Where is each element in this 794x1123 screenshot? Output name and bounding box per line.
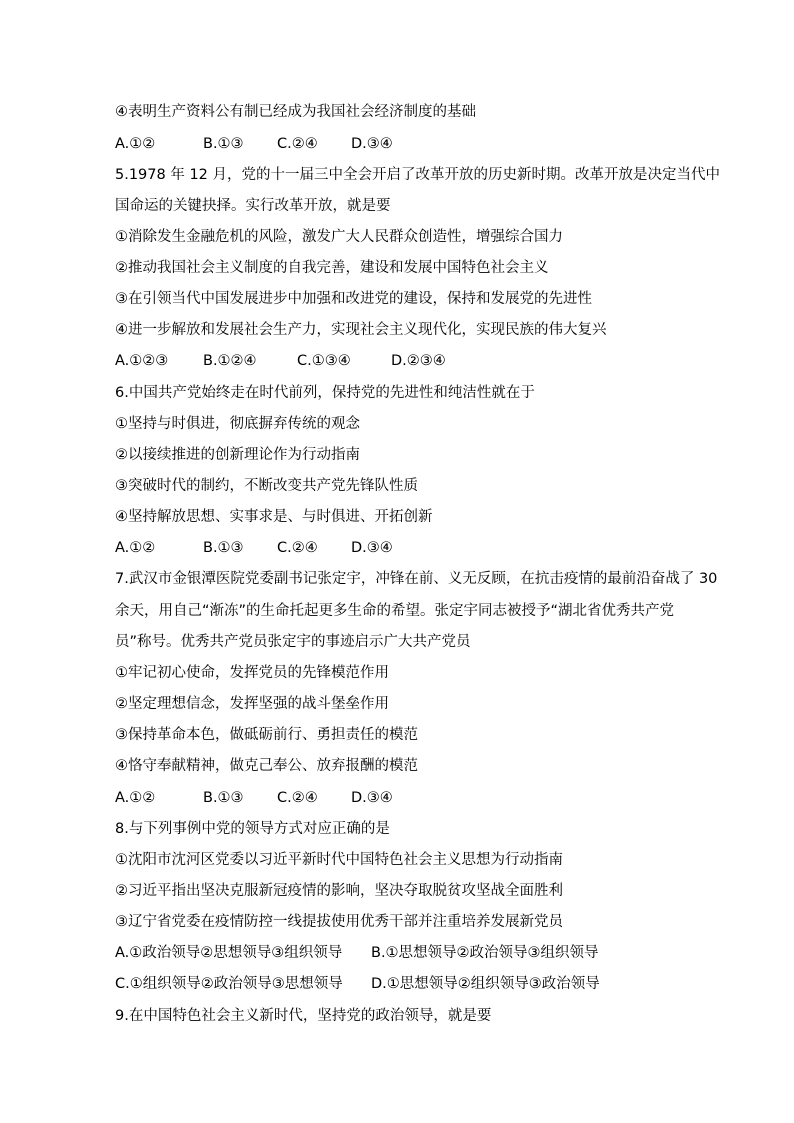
q6-option-1: ①坚持与时俱进，彻底摒弃传统的观念 bbox=[115, 416, 360, 432]
q6-choice-b: B.①③ bbox=[203, 540, 244, 556]
q7-choice-d: D.③④ bbox=[351, 790, 393, 806]
q5-choices bbox=[115, 351, 446, 371]
q7-choice-a: A.①② bbox=[115, 790, 156, 806]
q5-stem-line-1: 5.1978 年 12 月，党的十一届三中全会开启了改革开放的历史新时期。改革开放是决定当代中 bbox=[115, 167, 721, 183]
q5-option-4: ④进一步解放和发展社会生产力，实现社会主义现代化，实现民族的伟大复兴 bbox=[115, 322, 607, 338]
q8-choices-ab bbox=[115, 943, 599, 963]
q8-choices-cd bbox=[115, 974, 600, 994]
q7-choices bbox=[115, 788, 393, 808]
q7-option-3: ③保持革命本色，做砥砺前行、勇担责任的模范 bbox=[115, 727, 418, 743]
q8-choice-b: B.①思想领导②政治领导③组织领导 bbox=[371, 945, 599, 961]
q8-stem: 8.与下列事例中党的领导方式对应正确的是 bbox=[115, 821, 390, 837]
q6-stem: 6.中国共产党始终走在时代前列，保持党的先进性和纯洁性就在于 bbox=[115, 385, 535, 401]
q8-option-2: ②习近平指出坚决克服新冠疫情的影响，坚决夺取脱贫攻坚战全面胜利 bbox=[115, 883, 563, 899]
q7-choice-b: B.①③ bbox=[203, 790, 244, 806]
q5-choice-c: C.①③④ bbox=[297, 353, 351, 369]
q6-choice-c: C.②④ bbox=[277, 540, 318, 556]
q4-choice-a: A.①② bbox=[115, 136, 156, 152]
q9-stem: 9.在中国特色社会主义新时代，坚持党的政治领导，就是要 bbox=[115, 1008, 492, 1024]
q8-option-3: ③辽宁省党委在疫情防控一线提拔使用优秀干部并注重培养发展新党员 bbox=[115, 914, 563, 930]
q6-choice-a: A.①② bbox=[115, 540, 156, 556]
q7-stem-line-1: 7.武汉市金银潭医院党委副书记张定宇，冲锋在前、义无反顾，在抗击疫情的最前沿奋战了 30 bbox=[115, 571, 718, 587]
q5-stem-line-2: 国命运的关键抉择。实行改革开放，就是要 bbox=[115, 198, 391, 214]
q8-choice-c: C.①组织领导②政治领导③思想领导 bbox=[115, 976, 343, 992]
q7-choice-c: C.②④ bbox=[277, 790, 318, 806]
q4-choice-b: B.①③ bbox=[203, 136, 244, 152]
q5-option-3: ③在引领当代中国发展进步中加强和改进党的建设，保持和发展党的先进性 bbox=[115, 291, 592, 307]
q5-choice-a: A.①②③ bbox=[115, 353, 169, 369]
q4-choice-c: C.②④ bbox=[277, 136, 318, 152]
q4-option-4: ④表明生产资料公有制已经成为我国社会经济制度的基础 bbox=[115, 104, 476, 120]
q7-stem-line-2: 余天，用自己“渐冻”的生命托起更多生命的希望。张定宇同志被授予“湖北省优秀共产党 bbox=[115, 603, 675, 619]
q4-choice-d: D.③④ bbox=[351, 136, 393, 152]
q8-choice-a: A.①政治领导②思想领导③组织领导 bbox=[115, 945, 343, 961]
q5-option-2: ②推动我国社会主义制度的自我完善，建设和发展中国特色社会主义 bbox=[115, 260, 549, 276]
q6-choices bbox=[115, 538, 393, 558]
q5-option-1: ①消除发生金融危机的风险，激发广大人民群众创造性，增强综合国力 bbox=[115, 229, 563, 245]
q6-choice-d: D.③④ bbox=[351, 540, 393, 556]
q8-choice-d: D.①思想领导②组织领导③政治领导 bbox=[371, 976, 600, 992]
q7-option-2: ②坚定理想信念，发挥坚强的战斗堡垒作用 bbox=[115, 696, 389, 712]
q4-choices bbox=[115, 134, 393, 154]
q7-option-4: ④恪守奉献精神，做克己奉公、放弃报酬的模范 bbox=[115, 758, 418, 774]
q5-choice-b: B.①②④ bbox=[203, 353, 257, 369]
q7-option-1: ①牢记初心使命，发挥党员的先锋模范作用 bbox=[115, 665, 389, 681]
q6-option-2: ②以接续推进的创新理论作为行动指南 bbox=[115, 447, 360, 463]
q8-option-1: ①沈阳市沈河区党委以习近平新时代中国特色社会主义思想为行动指南 bbox=[115, 852, 563, 868]
q7-stem-line-3: 员”称号。优秀共产党员张定宇的事迹启示广大共产党员 bbox=[115, 634, 471, 650]
q5-choice-d: D.②③④ bbox=[391, 353, 446, 369]
q6-option-3: ③突破时代的制约，不断改变共产党先锋队性质 bbox=[115, 478, 418, 494]
q6-option-4: ④坚持解放思想、实事求是、与时俱进、开拓创新 bbox=[115, 509, 433, 525]
